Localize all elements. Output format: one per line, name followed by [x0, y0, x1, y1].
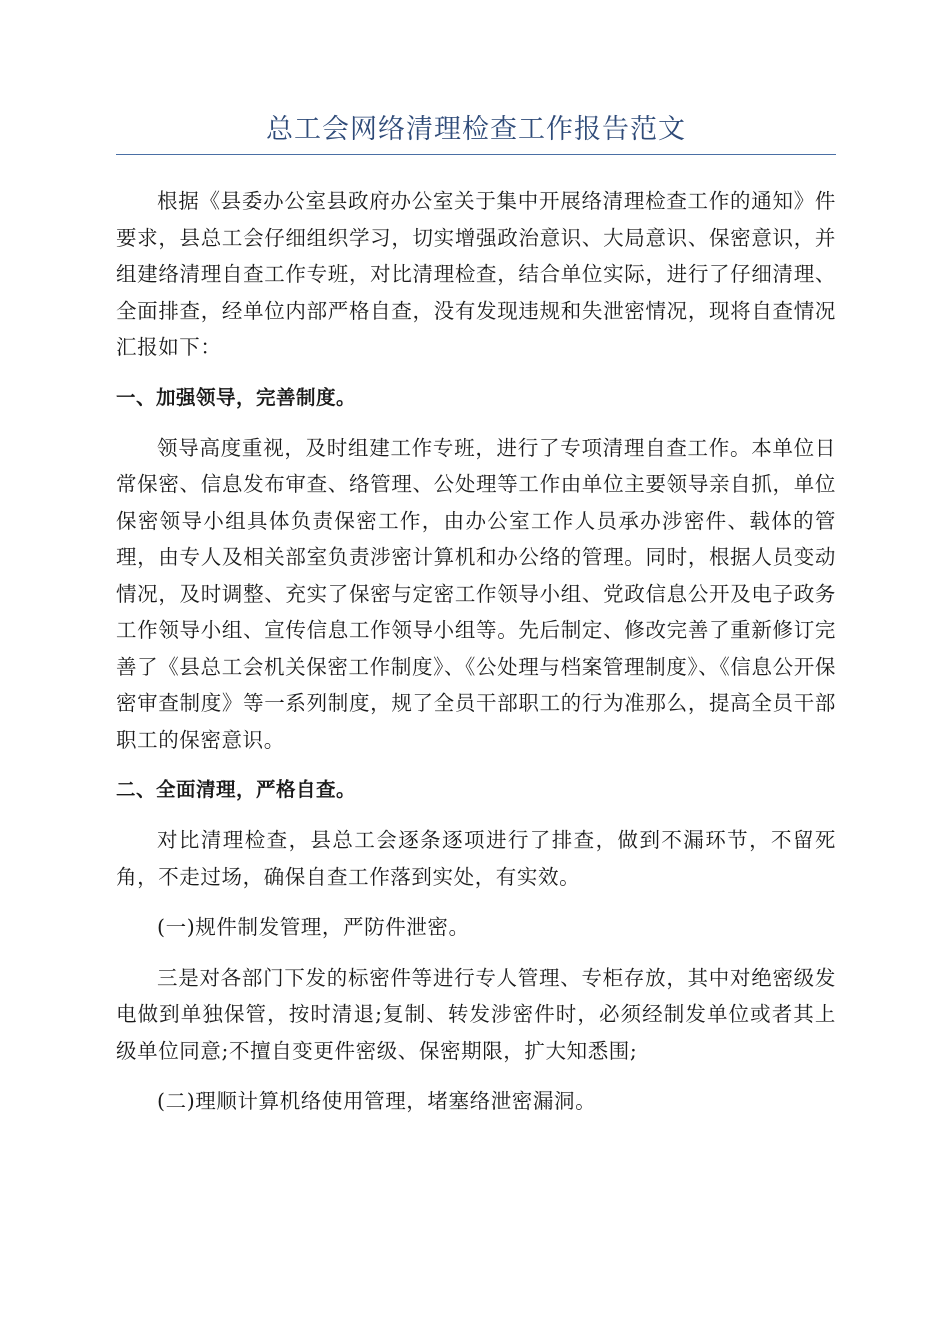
section-heading-2: 二、全面清理，严格自查。	[116, 778, 357, 801]
section-heading-1: 一、加强领导，完善制度。	[116, 385, 357, 409]
document-title: 总工会网络清理检查工作报告范文	[116, 110, 836, 155]
intro-paragraph: 根据《县委办公室县政府办公室关于集中开展络清理检查工作的通知》件要求，县总工会仔细组织学习，切实增强政治意识、大局意识、保密意识，并组建络清理自查工作专班，对比清理检查，结合单位实际，进行了仔细清理、全面排查，经单位内部严格自查，没有发现违规和失泄密情况，现将自查情况汇报如下：	[116, 189, 836, 359]
section-2-paragraph: 对比清理检查，县总工会逐条逐项进行了排查，做到不漏环节，不留死角，不走过场，确保自查工作落到实处，有实效。	[116, 828, 836, 889]
section-1-paragraph: 领导高度重视，及时组建工作专班，进行了专项清理自查工作。本单位日常保密、信息发布审查、络管理、公处理等工作由单位主要领导亲自抓，单位保密领导小组具体负责保密工作，由办公室工作人员承办涉密件、载体的管理，由专人及相关部室负责涉密计算机和办公络的管理。同时，根据人员变动情况，及时调整、充实了保密与定密工作领导小组、党政信息公开及电子政务工作领导小组、宣传信息工作领导小组等。先后制定、修改完善了重新修订完善了《县总工会机关保密工作制度》、《公处理与档案管理制度》、《信息公开保密审查制度》等一系列制度，规了全员干部职工的行为准那么，提高全员干部职工的保密意识。	[116, 435, 836, 752]
subsection-heading-2: (二)理顺计算机络使用管理，堵塞络泄密漏洞。	[157, 1089, 597, 1113]
document-body	[116, 183, 836, 1120]
subsection-1-paragraph: 三是对各部门下发的标密件等进行专人管理、专柜存放，其中对绝密级发电做到单独保管，按时清退;复制、转发涉密件时，必须经制发单位或者其上级单位同意;不擅自变更件密级、保密期限，扩大知悉围;	[116, 965, 836, 1063]
document-page	[116, 110, 836, 1134]
subsection-heading-1: (一)规件制发管理，严防件泄密。	[157, 915, 470, 939]
